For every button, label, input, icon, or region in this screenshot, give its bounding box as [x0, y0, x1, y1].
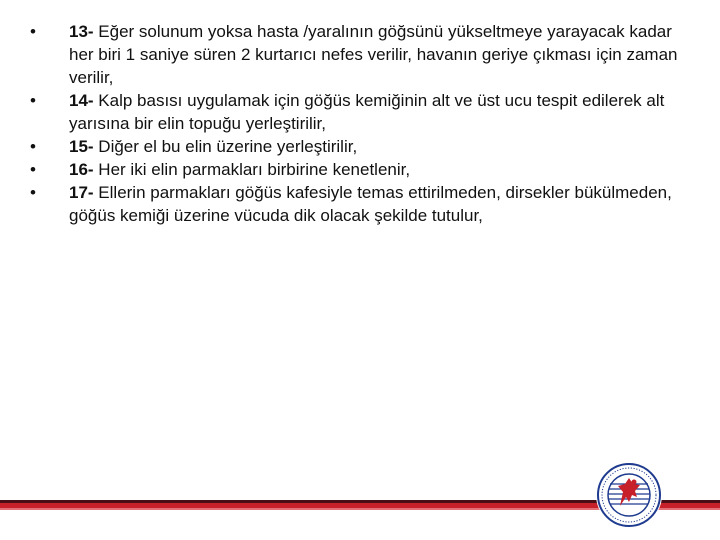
item-number: 15- [69, 137, 94, 156]
bullet-icon: • [30, 183, 36, 202]
item-number: 17- [69, 183, 94, 202]
bullet-icon: • [30, 91, 36, 110]
item-text: Eğer solunum yoksa hasta /yaralının göğsünü yükseltmeye yarayacak kadar her biri 1 saniye süren 2 kurtarıcı nefes verilir, havanın geriye çıkması için zaman verilir, [69, 22, 678, 87]
item-number: 13- [69, 22, 94, 41]
list-item [30, 158, 690, 181]
item-text: Ellerin parmakları göğüs kafesiyle temas ettirilmeden, dirsekler bükülmeden, göğüs kemiği üzerine vücuda dik olacak şekilde tutulur, [69, 183, 672, 225]
item-text: Diğer el bu elin üzerine yerleştirilir, [93, 137, 358, 156]
list-item [30, 181, 690, 227]
list-item [30, 20, 690, 89]
bullet-list [30, 20, 690, 227]
item-number: 16- [69, 160, 94, 179]
item-text: Kalp basısı uygulamak için göğüs kemiğinin alt ve üst ucu tespit edilerek alt yarısına bir elin topuğu yerleştirilir, [69, 91, 665, 133]
bullet-icon: • [30, 160, 36, 179]
list-item [30, 135, 690, 158]
seal-graphic [596, 462, 662, 528]
list-item [30, 89, 690, 135]
bullet-icon: • [30, 22, 36, 41]
bullet-icon: • [30, 137, 36, 156]
item-number: 14- [69, 91, 94, 110]
university-seal-icon [596, 462, 662, 528]
item-text: Her iki elin parmakları birbirine kenetlenir, [93, 160, 411, 179]
